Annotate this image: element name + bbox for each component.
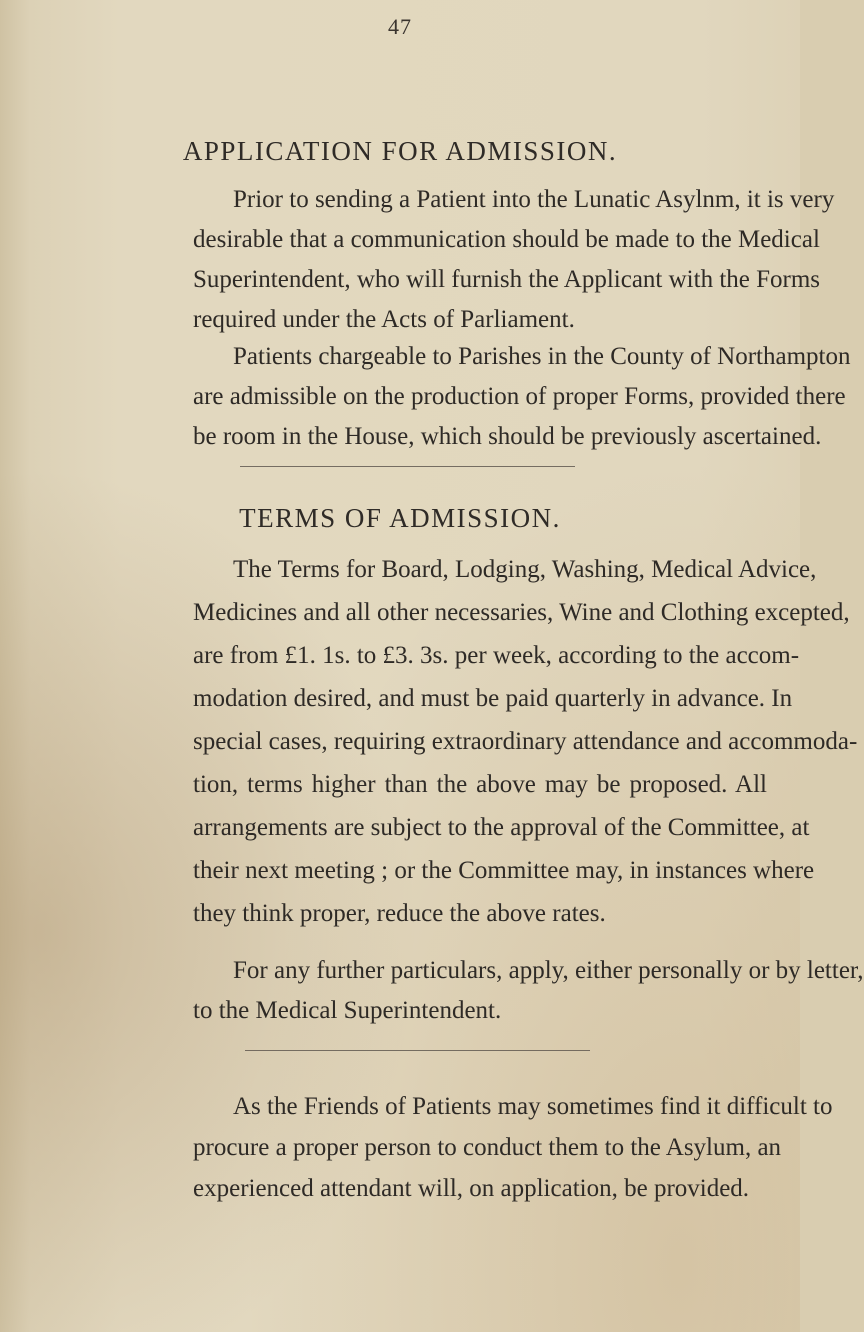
text-line: arrangements are subject to the approval of the Committee, at — [193, 814, 810, 841]
text-line: As the Friends of Patients may sometimes find it difficult to — [233, 1093, 833, 1120]
text-line: modation desired, and must be paid quarterly in advance. In — [193, 685, 793, 712]
page-number: 47 — [388, 14, 412, 39]
text-line: Prior to sending a Patient into the Lunatic Asylnm, it is very — [233, 186, 835, 213]
text-line: procure a proper person to conduct them to the Asylum, an — [193, 1134, 782, 1161]
text-line: tion, terms higher than the above may be proposed. All — [193, 771, 767, 798]
text-line: required under the Acts of Parliament. — [193, 306, 575, 333]
text-line: be room in the House, which should be previously ascertained. — [193, 423, 822, 450]
text-line: they think proper, reduce the above rates. — [193, 900, 606, 927]
text-line: Patients chargeable to Parishes in the County of Northampton — [233, 343, 851, 370]
section-divider — [240, 466, 575, 467]
text-line: Medicines and all other necessaries, Wine and Clothing excepted, — [193, 599, 850, 626]
text-line: are from £1. 1s. to £3. 3s. per week, according to the accom- — [193, 642, 800, 669]
text-line: Superintendent, who will furnish the Applicant with the Forms — [193, 266, 821, 293]
text-line: experienced attendant will, on application, be provided. — [193, 1175, 750, 1202]
text-line: are admissible on the production of proper Forms, provided there — [193, 383, 846, 410]
text-line: their next meeting ; or the Committee may, in instances where — [193, 857, 815, 884]
text-line: special cases, requiring extraordinary attendance and accommoda- — [193, 728, 858, 755]
section-title-terms: TERMS OF ADMISSION. — [239, 503, 561, 533]
section-divider — [245, 1050, 590, 1051]
text-line: desirable that a communication should be made to the Medical — [193, 226, 820, 253]
text-line: The Terms for Board, Lodging, Washing, Medical Advice, — [233, 556, 817, 583]
section-title-application: APPLICATION FOR ADMISSION. — [182, 136, 618, 166]
text-line: For any further particulars, apply, either personally or by letter, — [233, 957, 864, 984]
text-line: to the Medical Superintendent. — [193, 997, 502, 1024]
